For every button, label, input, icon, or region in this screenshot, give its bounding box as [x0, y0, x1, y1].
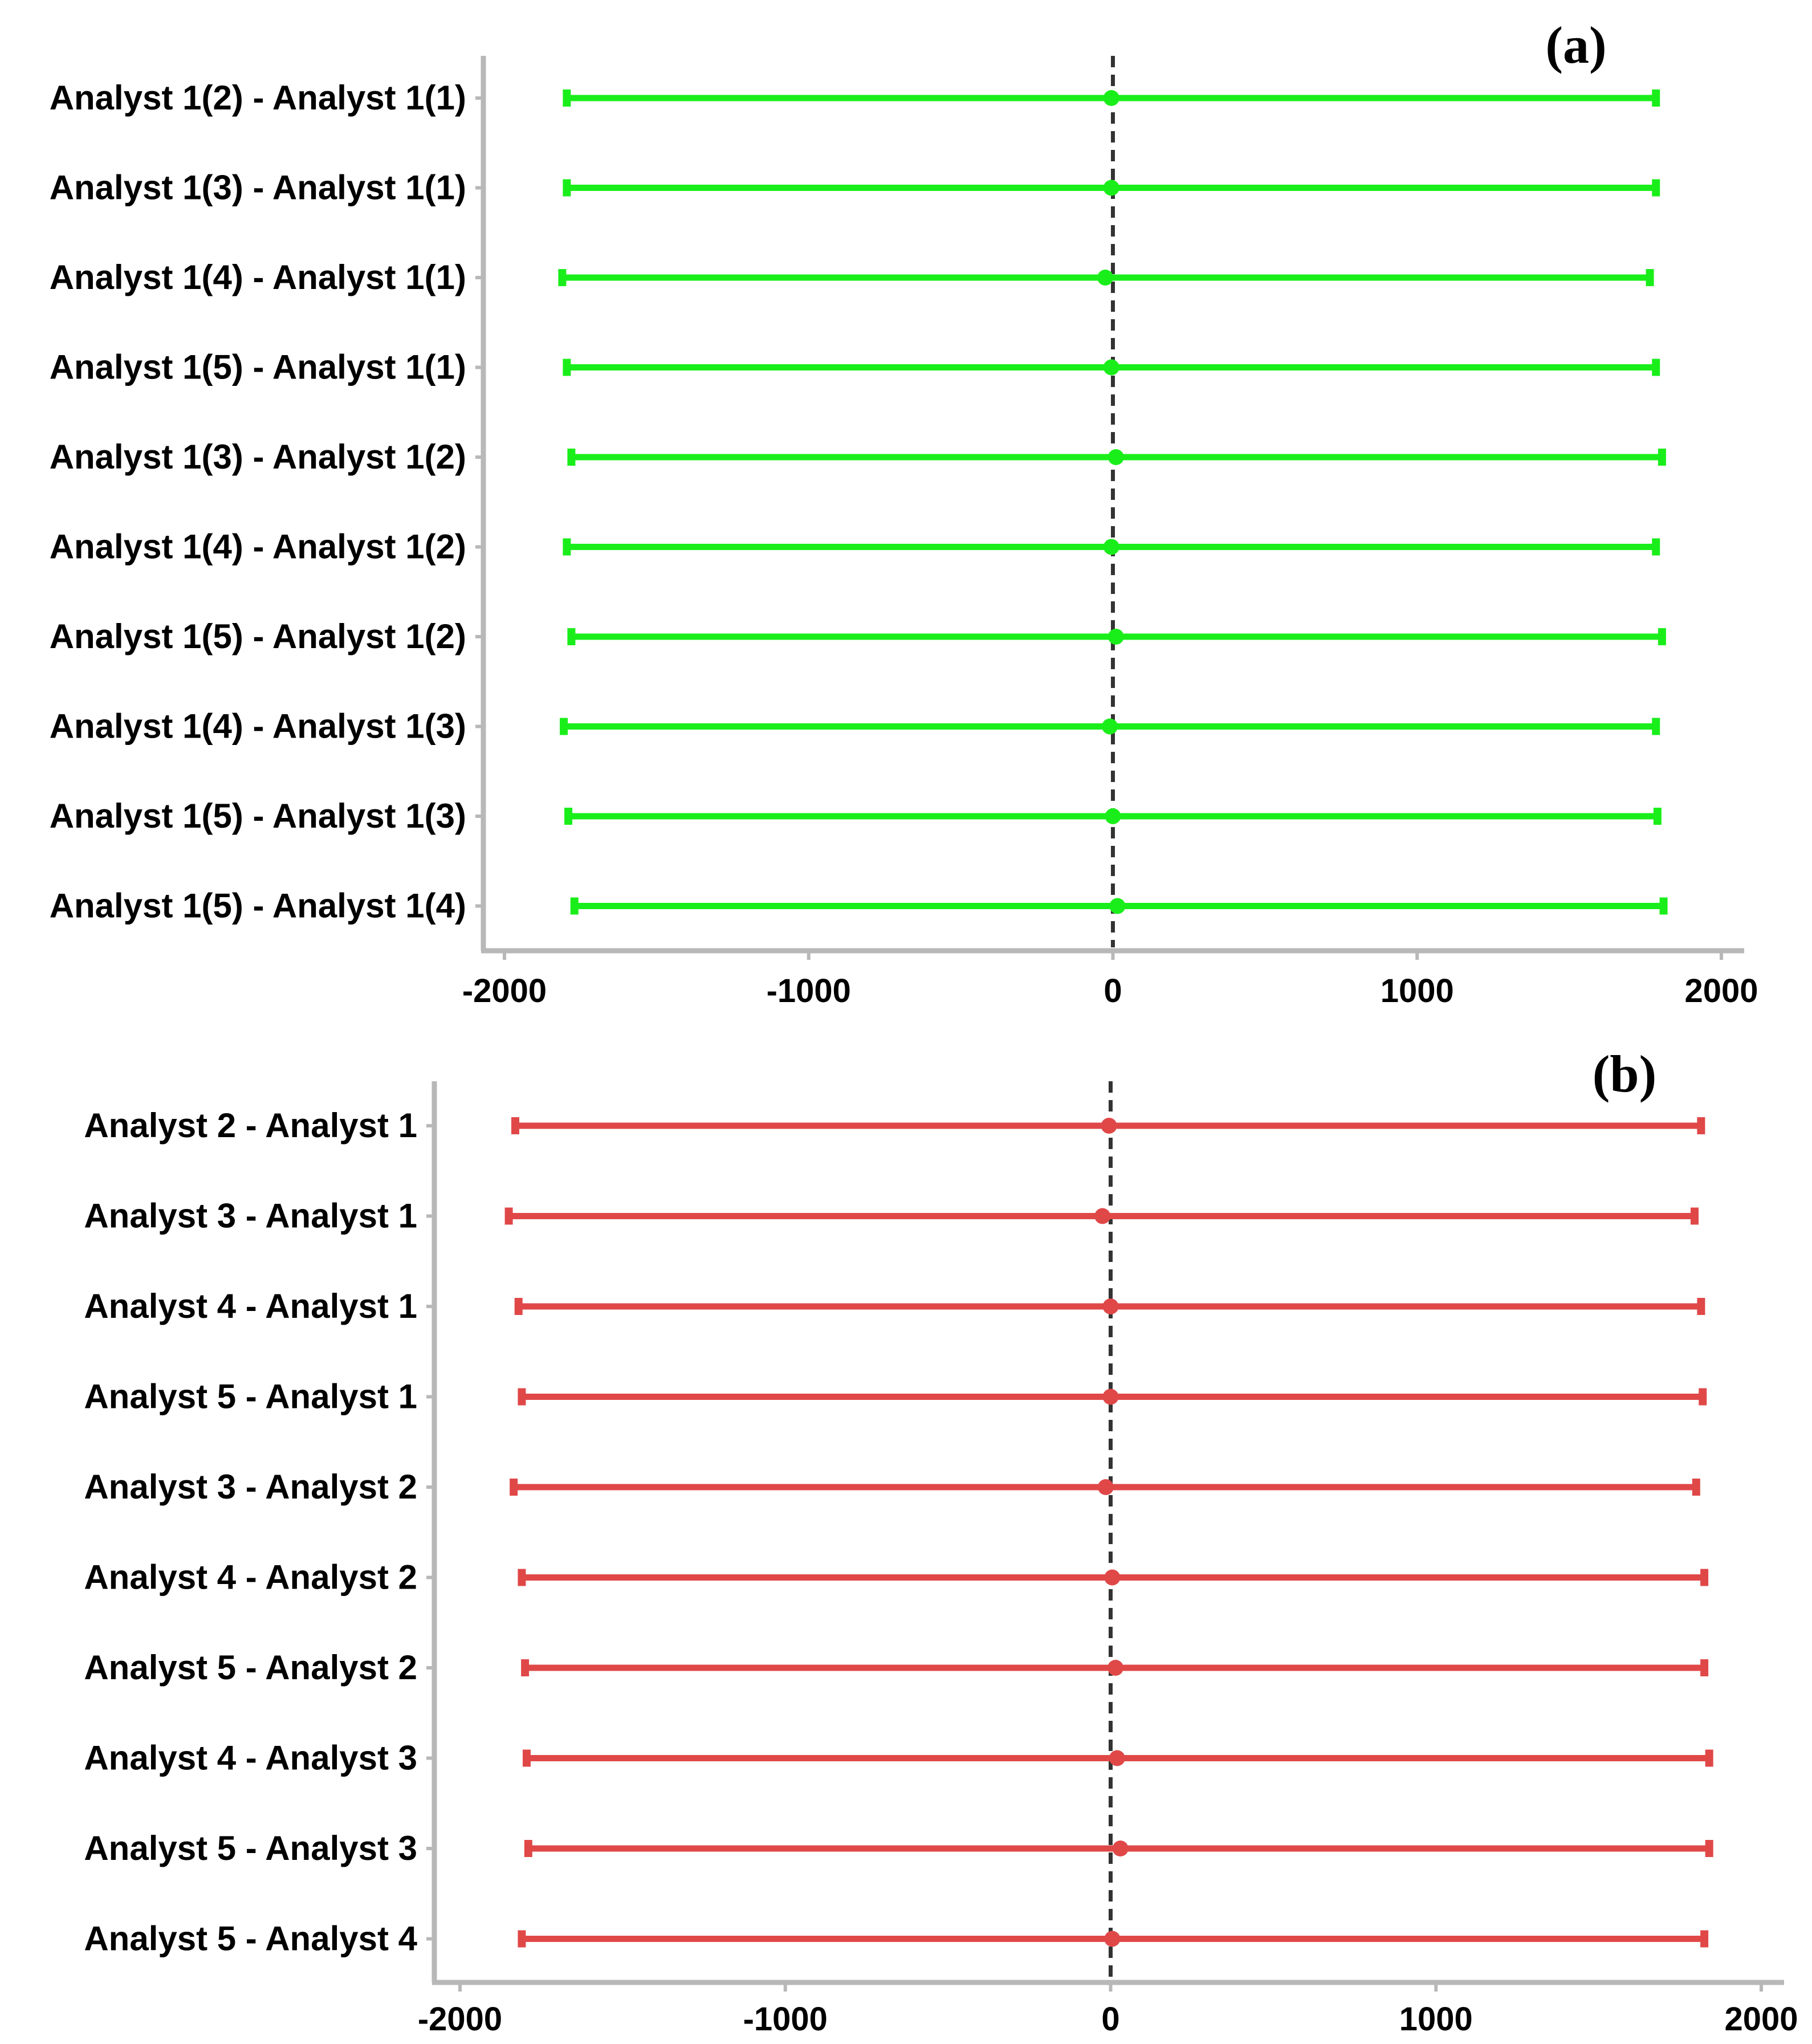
- interval-upper-cap: [1700, 1569, 1708, 1586]
- comparison-label: Analyst 4 - Analyst 2: [84, 1558, 417, 1597]
- interval-lower-cap: [511, 1117, 519, 1134]
- interval-lower-cap: [523, 1750, 531, 1767]
- interval-upper-cap: [1652, 718, 1660, 735]
- interval-upper-cap: [1699, 1389, 1707, 1406]
- comparison-label: Analyst 1(5) - Analyst 1(4): [49, 886, 466, 925]
- estimate-point: [1109, 1750, 1125, 1766]
- estimate-point: [1107, 1660, 1123, 1676]
- interval-upper-cap: [1658, 628, 1666, 645]
- comparison-label: Analyst 1(3) - Analyst 1(2): [49, 438, 466, 476]
- interval-lower-cap: [560, 718, 568, 735]
- estimate-point: [1101, 1118, 1117, 1134]
- estimate-point: [1110, 898, 1126, 914]
- interval-upper-cap: [1692, 1479, 1700, 1496]
- interval-lower-cap: [518, 1931, 526, 1948]
- panel-label: (b): [1592, 1045, 1657, 1103]
- x-tick-label: -1000: [743, 2001, 828, 2038]
- estimate-point: [1105, 808, 1121, 824]
- x-tick-label: 2000: [1684, 972, 1758, 1009]
- estimate-point: [1104, 1570, 1120, 1586]
- panel-label: (a): [1545, 16, 1607, 74]
- interval-lower-cap: [558, 269, 566, 286]
- comparison-label: Analyst 1(2) - Analyst 1(1): [49, 79, 466, 117]
- x-tick-label: 1000: [1380, 972, 1454, 1009]
- interval-upper-cap: [1652, 359, 1660, 376]
- interval-lower-cap: [505, 1208, 513, 1225]
- estimate-point: [1102, 719, 1118, 735]
- interval-lower-cap: [564, 808, 572, 825]
- interval-upper-cap: [1652, 180, 1660, 197]
- estimate-point: [1104, 360, 1119, 376]
- estimate-point: [1098, 1479, 1114, 1495]
- x-tick-label: 1000: [1399, 2001, 1473, 2038]
- estimate-point: [1094, 1208, 1110, 1224]
- estimate-point: [1097, 270, 1113, 286]
- interval-lower-cap: [567, 628, 575, 645]
- estimate-point: [1108, 449, 1124, 465]
- comparison-label: Analyst 1(5) - Analyst 1(2): [49, 617, 466, 655]
- interval-lower-cap: [524, 1840, 532, 1857]
- comparison-label: Analyst 3 - Analyst 1: [84, 1196, 417, 1235]
- interval-upper-cap: [1705, 1840, 1713, 1857]
- interval-lower-cap: [563, 359, 571, 376]
- comparison-label: Analyst 1(4) - Analyst 1(3): [49, 707, 466, 746]
- estimate-point: [1104, 539, 1119, 555]
- interval-lower-cap: [510, 1479, 518, 1496]
- interval-lower-cap: [563, 180, 571, 197]
- comparison-label: Analyst 1(5) - Analyst 1(3): [49, 797, 466, 835]
- x-tick-label: 2000: [1724, 2001, 1798, 2038]
- comparison-label: Analyst 1(4) - Analyst 1(1): [49, 258, 466, 296]
- estimate-point: [1103, 1389, 1119, 1405]
- interval-lower-cap: [515, 1298, 523, 1315]
- interval-upper-cap: [1697, 1298, 1705, 1315]
- estimate-point: [1104, 1931, 1120, 1947]
- interval-upper-cap: [1654, 808, 1662, 825]
- interval-upper-cap: [1652, 539, 1660, 556]
- x-tick-label: -2000: [462, 972, 547, 1009]
- comparison-label: Analyst 5 - Analyst 4: [84, 1919, 417, 1958]
- comparison-label: Analyst 1(3) - Analyst 1(1): [49, 168, 466, 207]
- panel-b: [84, 1045, 1798, 2038]
- comparison-label: Analyst 5 - Analyst 2: [84, 1648, 417, 1687]
- x-tick-label: -2000: [417, 2001, 503, 2038]
- interval-upper-cap: [1691, 1208, 1699, 1225]
- interval-upper-cap: [1658, 449, 1666, 466]
- interval-lower-cap: [518, 1389, 526, 1406]
- interval-lower-cap: [567, 449, 575, 466]
- interval-lower-cap: [571, 898, 579, 915]
- comparison-label: Analyst 4 - Analyst 1: [84, 1287, 417, 1325]
- estimate-point: [1113, 1841, 1129, 1856]
- interval-upper-cap: [1705, 1750, 1713, 1767]
- comparison-label: Analyst 1(5) - Analyst 1(1): [49, 348, 466, 386]
- comparison-label: Analyst 3 - Analyst 2: [84, 1468, 417, 1506]
- interval-upper-cap: [1646, 269, 1654, 286]
- interval-upper-cap: [1660, 898, 1668, 915]
- x-tick-label: -1000: [766, 972, 851, 1009]
- estimate-point: [1104, 90, 1119, 106]
- interval-upper-cap: [1700, 1931, 1708, 1948]
- estimate-point: [1103, 1298, 1119, 1314]
- interval-lower-cap: [563, 89, 571, 107]
- interval-upper-cap: [1652, 89, 1660, 107]
- comparison-label: Analyst 1(4) - Analyst 1(2): [49, 527, 466, 566]
- x-tick-label: 0: [1104, 972, 1122, 1009]
- interval-lower-cap: [518, 1569, 526, 1586]
- estimate-point: [1104, 180, 1119, 196]
- comparison-label: Analyst 5 - Analyst 1: [84, 1377, 417, 1416]
- interval-upper-cap: [1700, 1659, 1708, 1676]
- comparison-label: Analyst 2 - Analyst 1: [84, 1106, 417, 1145]
- estimate-point: [1108, 629, 1124, 645]
- x-tick-label: 0: [1101, 2001, 1120, 2038]
- interval-upper-cap: [1697, 1117, 1705, 1134]
- panel-a: [50, 16, 1758, 1009]
- comparison-label: Analyst 4 - Analyst 3: [84, 1738, 417, 1777]
- interval-lower-cap: [563, 539, 571, 556]
- interval-lower-cap: [521, 1659, 529, 1676]
- comparison-label: Analyst 5 - Analyst 3: [84, 1829, 417, 1867]
